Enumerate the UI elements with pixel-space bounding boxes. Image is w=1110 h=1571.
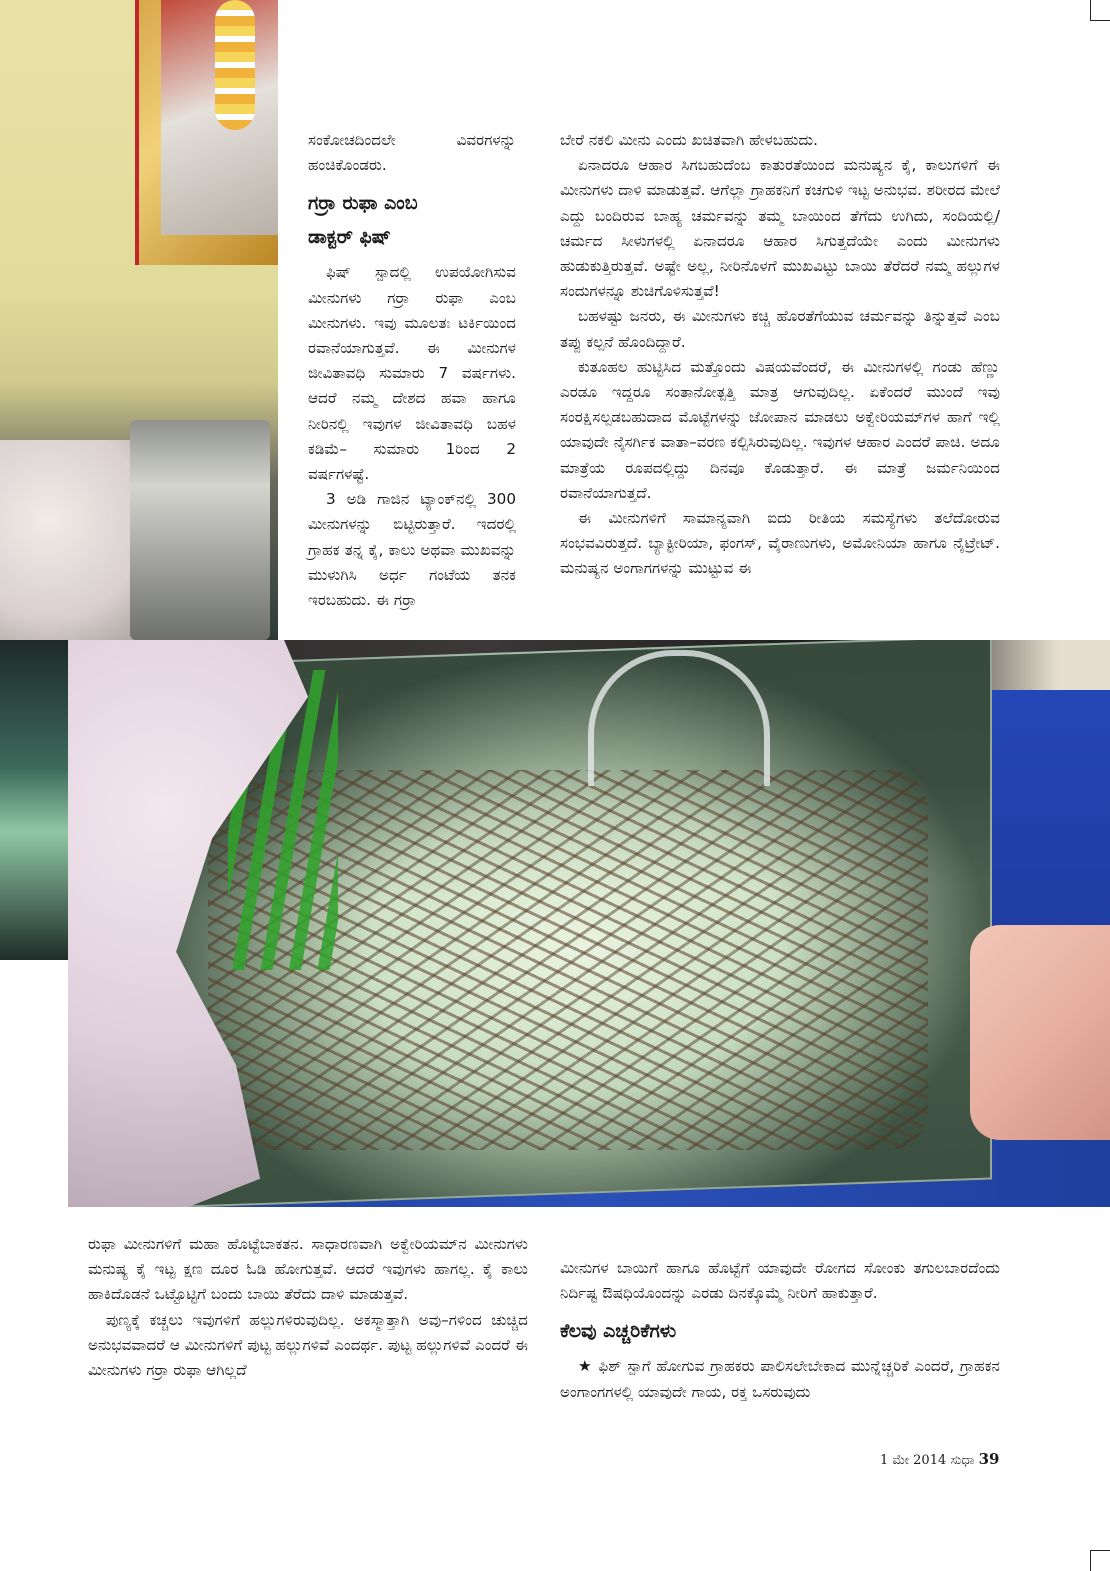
crop-mark-top-right-h	[1090, 20, 1110, 21]
paragraph: ರುಫಾ ಮೀನುಗಳಿಗೆ ಮಹಾ ಹೊಟ್ಟೆಬಾಕತನ. ಸಾಧಾರಣವಾಗಿ ಅಕ್ವೇರಿಯಮ್‌ನ ಮೀನುಗಳು ಮನುಷ್ಯ ಕೈ ಇಟ್ಟ ಕ್ಷಣ ದೂರ ಓಡಿ ಹೋಗುತ್ತವೆ. ಆದರೆ ಇವುಗಳು ಹಾಗಲ್ಲ. ಕೈ ಕಾಲು ಹಾಕಿದೊಡನೆ ಒಟ್ಟೊಟ್ಟಿಗೆ ಬಂದು ಬಾಯಿ ತೆರೆದು ದಾಳಿ ಮಾಡುತ್ತವೆ.	[88, 1235, 528, 1304]
page-folio	[880, 1450, 999, 1468]
spa-room-photo	[0, 0, 278, 640]
crop-mark-top-right-v	[1090, 0, 1091, 20]
column-2-top	[560, 128, 1000, 582]
paragraph: ಕುತೂಹಲ ಹುಟ್ಟಿಸಿದ ಮತ್ತೊಂದು ವಿಷಯವೆಂದರೆ, ಈ ಮೀನುಗಳಲ್ಲಿ ಗಂಡು ಹೆಣ್ಣು ಎರಡೂ ಇದ್ದರೂ ಸಂತಾನೋತ್ಪತ್ತಿ ಮಾತ್ರ ಆಗುವುದಿಲ್ಲ. ಏಕೆಂದರೆ ಮುಂದೆ ಇವು ಸಂರಕ್ಷಿಸಲ್ಪಡಬಹುದಾದ ಮೊಟ್ಟೆಗಳನ್ನು ಜೋಪಾನ ಮಾಡಲು ಅಕ್ವೇರಿಯಮ್‌ಗಳ ಹಾಗೆ ಇಲ್ಲಿ ಯಾವುದೇ ನೈಸರ್ಗಿಕ ವಾತಾ–ವರಣ ಕಲ್ಪಿಸಿರುವುದಿಲ್ಲ. ಇವುಗಳ ಆಹಾರ ಎಂದರೆ ಪಾಚಿ. ಅದೂ ಮಾತ್ರೆಯ ರೂಪದಲ್ಲಿದ್ದು ದಿನವೂ ಕೊಡುತ್ತಾರೆ. ಈ ಮಾತ್ರೆ ಜರ್ಮನಿಯಿಂದ ರವಾನೆಯಾಗುತ್ತದೆ.	[560, 357, 1000, 502]
issue-date: 1 ಮೇ 2014	[880, 1453, 947, 1468]
pink-stool	[970, 925, 1110, 1140]
filter-machine	[130, 420, 270, 640]
crop-mark-bottom-right-h	[1090, 1550, 1110, 1551]
photo-strip-left	[0, 640, 68, 960]
paragraph: ಫಿಷ್ ಸ್ಪಾದಲ್ಲಿ ಉಪಯೋಗಿಸುವ ಮೀನುಗಳು ಗರ್ರಾ ರುಫಾ ಎಂಬ ಮೀನುಗಳು. ಇವು ಮೂಲತಃ ಟರ್ಕಿಯಿಂದ ರವಾನೆಯಾಗುತ್ತವೆ. ಈ ಮೀನುಗಳ ಜೀವಿತಾವಧಿ ಸುಮಾರು 7 ವರ್ಷಗಳು. ಆದರೆ ನಮ್ಮ ದೇಶದ ಹವಾ ಹಾಗೂ ನೀರಿನಲ್ಲಿ ಇವುಗಳ ಜೀವಿತಾವಧಿ ಬಹಳ ಕಡಿಮೆ– ಸುಮಾರು 1ರಿಂದ 2 ವರ್ಷಗಳಷ್ಟೆ.	[308, 263, 516, 484]
picture-frame	[135, 0, 278, 265]
section-heading-doctor-fish: ಗರ್ರಾ ರುಫಾ ಎಂಬ ಡಾಕ್ಟರ್ ಫಿಷ್	[308, 192, 418, 249]
column-1-bottom	[88, 1232, 528, 1383]
page-number: 39	[978, 1450, 1000, 1468]
column-2-bottom	[560, 1256, 1000, 1405]
crop-mark-bottom-right-v	[1090, 1550, 1091, 1571]
column-1-top	[308, 128, 516, 613]
flower-garland	[215, 0, 255, 130]
paragraph: ಪುಣ್ಯಕ್ಕೆ ಕಚ್ಚಲು ಇವುಗಳಿಗೆ ಹಲ್ಲುಗಳಿರುವುದಿಲ್ಲ. ಅಕಸ್ಮಾತ್ತಾಗಿ ಅವು–ಗಳಿಂದ ಚುಚ್ಚಿದ ಅನುಭವವಾದರೆ ಆ ಮೀನುಗಳಿಗೆ ಪುಟ್ಟ ಹಲ್ಲುಗಳಿವೆ ಎಂದರ್ಥ. ಪುಟ್ಟ ಹಲ್ಲುಗಳಿವೆ ಎಂದರೆ ಈ ಮೀನುಗಳು ಗರ್ರಾ ರುಫಾ ಆಗಿಲ್ಲದೆ	[88, 1310, 528, 1380]
section-heading-warnings: ಕೆಲವು ಎಚ್ಚರಿಕೆಗಳು	[560, 1320, 677, 1343]
paragraph: ಈ ಮೀನುಗಳಿಗೆ ಸಾಮಾನ್ಯವಾಗಿ ಐದು ರೀತಿಯ ಸಮಸ್ಯೆಗಳು ತಲೆದೋರುವ ಸಂಭವವಿರುತ್ತದೆ. ಬ್ಯಾಕ್ಟೀರಿಯಾ, ಫಂಗಸ್, ವೈರಾಣುಗಳು, ಅಮೋನಿಯಾ ಹಾಗೂ ನೈಟ್ರೇಟ್. ಮನುಷ್ಯನ ಅಂಗಾಗಗಳನ್ನು ಮುಟ್ಟುವ ಈ	[560, 509, 1000, 578]
aquarium-photo	[68, 640, 1110, 1207]
paragraph: ಮೀನುಗಳ ಬಾಯಿಗೆ ಹಾಗೂ ಹೊಟ್ಟೆಗೆ ಯಾವುದೇ ರೋಗದ ಸೋಂಕು ತಗುಲಬಾರದೆಂದು ನಿರ್ದಿಷ್ಟ ಔಷಧಿಯೊಂದನ್ನು ಎರಡು ದಿನಕ್ಕೊಮ್ಮೆ ನೀರಿಗೆ ಹಾಕುತ್ತಾರೆ.	[560, 1259, 1000, 1303]
magazine-name: ಸುಧಾ	[950, 1453, 975, 1468]
paragraph: ಬಹಳಷ್ಟು ಜನರು, ಈ ಮೀನುಗಳು ಕಚ್ಚಿ ಹೊರತೆಗೆಯುವ ಚರ್ಮವನ್ನು ತಿನ್ನುತ್ತವೆ ಎಂಬ ತಪ್ಪು ಕಲ್ಪನೆ ಹೊಂದಿದ್ದಾರೆ.	[560, 307, 1000, 351]
paragraph: ಏನಾದರೂ ಆಹಾರ ಸಿಗಬಹುದೆಂಬ ಕಾತುರತೆಯಿಂದ ಮನುಷ್ಯನ ಕೈ, ಕಾಲುಗಳಿಗೆ ಈ ಮೀನುಗಳು ದಾಳಿ ಮಾಡುತ್ತವೆ. ಆಗೆಲ್ಲಾ ಗ್ರಾಹಕನಿಗೆ ಕಚಗುಳಿ ಇಟ್ಟ ಅನುಭವ. ಶರೀರದ ಮೇಲೆ ಎದ್ದು ಬಂದಿರುವ ಬಾಹ್ಯ ಚರ್ಮವನ್ನು ತಮ್ಮ ಬಾಯಿಂದ ತೆಗೆದು ಉಗಿದು, ಸಂದಿಯಲ್ಲಿ/ ಚರ್ಮದ ಸೀಳುಗಳಲ್ಲಿ ಏನಾದರೂ ಆಹಾರ ಸಿಗುತ್ತದೆಯೇ ಎಂದು ಮೀನುಗಳು ಹುಡುಕುತ್ತಿರುತ್ತವೆ. ಅಷ್ಟೇ ಅಲ್ಲ, ನೀರಿನೊಳಗೆ ಮುಖವಿಟ್ಟು ಬಾಯಿ ತೆರೆದರೆ ನಮ್ಮ ಹಲ್ಲುಗಳ ಸಂದುಗಳನ್ನೂ ಶುಚಿಗೊಳಿಸುತ್ತವೆ!	[560, 156, 1001, 301]
paragraph: ★ ಫಿಶ್ ಸ್ಪಾಗೆ ಹೋಗುವ ಗ್ರಾಹಕರು ಪಾಲಿಸಲೇಬೇಕಾದ ಮುನ್ನೆಚ್ಚರಿಕೆ ಎಂದರೆ, ಗ್ರಾಹಕನ ಅಂಗಾಂಗಗಳಲ್ಲಿ ಯಾವುದೇ ಗಾಯ, ರಕ್ತ ಒಸರುವುದು	[560, 1357, 1000, 1401]
star-bullet: ★	[578, 1357, 593, 1376]
paragraph: 3 ಅಡಿ ಗಾಜಿನ ಟ್ಯಾಂಕ್‌ನಲ್ಲಿ 300 ಮೀನುಗಳನ್ನು ಬಿಟ್ಟಿರುತ್ತಾರೆ. ಇದರಲ್ಲಿ ಗ್ರಾಹಕ ತನ್ನ ಕೈ, ಕಾಲು ಅಥವಾ ಮುಖವನ್ನು ಮುಳುಗಿಸಿ ಅರ್ಧ ಗಂಟೆಯ ತನಕ ಇರಬಹುದು. ಈ ಗರ್ರಾ	[308, 490, 516, 610]
paragraph: ಸಂಕೋಚದಿಂದಲೇ ವಿವರಗಳನ್ನು ಹಂಚಿಕೊಂಡರು.	[308, 131, 516, 175]
paragraph: ಬೇರೆ ನಕಲಿ ಮೀನು ಎಂದು ಖಚಿತವಾಗಿ ಹೇಳಬಹುದು.	[560, 131, 818, 149]
